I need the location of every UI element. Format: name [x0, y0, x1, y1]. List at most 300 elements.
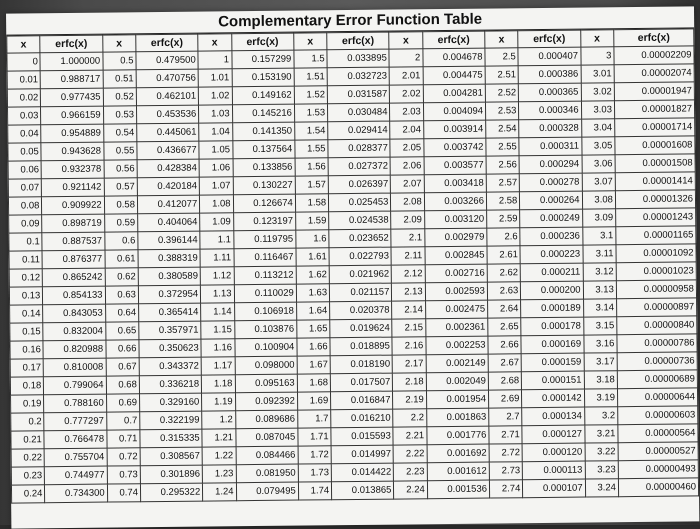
erfc-cell: 0.876377: [42, 250, 104, 269]
erfc-cell: 0.126674: [233, 194, 295, 213]
erfc-cell: 0.420184: [137, 177, 199, 196]
erfc-cell: 0.00000527: [618, 442, 698, 461]
x-cell: 1.21: [202, 429, 236, 447]
x-cell: 3.03: [581, 101, 615, 119]
x-cell: 0.72: [107, 448, 141, 466]
header-erfc: erfc(x): [518, 30, 580, 48]
x-cell: 1.04: [199, 123, 233, 141]
x-cell: 2.7: [489, 408, 523, 426]
erfc-cell: 0.149162: [232, 86, 294, 105]
x-cell: 0.21: [11, 431, 45, 449]
erfc-cell: 0.119795: [233, 230, 295, 249]
x-cell: 2.13: [392, 283, 426, 301]
x-cell: 0.54: [103, 124, 137, 142]
x-cell: 2.53: [485, 102, 519, 120]
erfc-cell: 0.343372: [139, 357, 201, 376]
x-cell: 3.04: [581, 119, 615, 137]
erfc-cell: 0.004678: [423, 48, 485, 67]
erfc-cell: 0.479500: [136, 51, 198, 70]
x-cell: 1.61: [296, 248, 330, 266]
erfc-cell: 0.027372: [328, 157, 390, 176]
x-cell: 2.12: [392, 265, 426, 283]
erfc-cell: 0.462101: [136, 87, 198, 106]
x-cell: 3.01: [581, 65, 615, 83]
erfc-cell: 0.000142: [522, 389, 584, 408]
x-cell: 2.02: [390, 85, 424, 103]
x-cell: 1.71: [298, 428, 332, 446]
erfc-cell: 0.396144: [138, 231, 200, 250]
x-cell: 1.11: [200, 249, 234, 267]
erfc-cell: 0.744977: [45, 466, 107, 485]
x-cell: 3.09: [582, 209, 616, 227]
header-erfc: erfc(x): [422, 31, 484, 49]
x-cell: 0.11: [9, 251, 43, 269]
erfc-cell: 0.00001608: [615, 136, 695, 155]
erfc-cell: 0.00000689: [617, 370, 697, 389]
erfc-cell: 0.002149: [426, 354, 488, 373]
x-cell: 2.6: [487, 228, 521, 246]
erfc-cell: 0.002049: [426, 372, 488, 391]
x-cell: 1.56: [295, 158, 329, 176]
erfc-cell: 0.030484: [328, 103, 390, 122]
x-cell: 2.23: [394, 463, 428, 481]
erfc-cell: 0.00002074: [614, 64, 694, 83]
erfc-cell: 0.018190: [330, 355, 392, 374]
x-cell: 1.63: [296, 284, 330, 302]
erfc-cell: 0.000249: [520, 209, 582, 228]
erfc-cell: 0.412077: [137, 195, 199, 214]
erfc-cell: 0.820988: [43, 340, 105, 359]
erfc-cell: 0.002361: [425, 318, 487, 337]
x-cell: 0.02: [7, 89, 41, 107]
x-cell: 2.71: [489, 426, 523, 444]
x-cell: 1.03: [199, 105, 233, 123]
erfc-cell: 0.315335: [140, 429, 202, 448]
x-cell: 1.1: [200, 231, 234, 249]
erfc-cell: 0.000236: [520, 227, 582, 246]
erfc-cell: 0.000178: [521, 317, 583, 336]
erfc-cell: 0.000151: [522, 371, 584, 390]
x-cell: 0.06: [8, 161, 42, 179]
erfc-cell: 0.001863: [426, 408, 488, 427]
x-cell: 1.57: [295, 176, 329, 194]
x-cell: 0.52: [103, 88, 137, 106]
erfc-cell: 0.089686: [235, 410, 297, 429]
x-cell: 1.23: [202, 465, 236, 483]
erfc-cell: 0.133856: [233, 158, 295, 177]
erfc-cell: 0.372954: [138, 285, 200, 304]
erfc-cell: 0.380589: [138, 267, 200, 286]
x-cell: 1.52: [294, 86, 328, 104]
erfc-cell: 0.357971: [139, 321, 201, 340]
erfc-cell: 0.295322: [140, 483, 202, 502]
erfc-cell: 0.453536: [136, 105, 198, 124]
erfc-cell: 0.079495: [236, 482, 298, 501]
erfc-cell: 0.020378: [330, 301, 392, 320]
x-cell: 1.14: [201, 303, 235, 321]
erfc-cell: 0.909922: [42, 196, 104, 215]
x-cell: 2: [389, 49, 423, 67]
x-cell: 0.57: [104, 178, 138, 196]
x-cell: 1.6: [296, 230, 330, 248]
x-cell: 2.59: [487, 210, 521, 228]
x-cell: 0.05: [8, 143, 42, 161]
x-cell: 1.59: [295, 212, 329, 230]
erfc-cell: 0.799064: [44, 376, 106, 395]
x-cell: 0.65: [105, 322, 139, 340]
x-cell: 1.64: [296, 302, 330, 320]
erfc-cell: 0.470756: [136, 69, 198, 88]
erfc-cell: 0.116467: [234, 248, 296, 267]
x-cell: 2.07: [391, 175, 425, 193]
x-cell: 3.2: [584, 407, 618, 425]
erfc-cell: 0.000294: [519, 155, 581, 174]
erfc-cell: 0.003418: [424, 174, 486, 193]
erfc-cell: 0.000407: [518, 47, 580, 66]
x-cell: 0.71: [106, 430, 140, 448]
erfc-cell: 0.019624: [330, 319, 392, 338]
erfc-cell: 0.00000564: [618, 424, 698, 443]
x-cell: 1.69: [297, 392, 331, 410]
x-cell: 2.74: [489, 480, 523, 498]
header-x: x: [198, 34, 232, 51]
erfc-cell: 0.887537: [42, 232, 104, 251]
erfc-cell: 0.000386: [518, 65, 580, 84]
erfc-cell: 0.028377: [328, 139, 390, 158]
erfc-cell: 0.015593: [331, 427, 393, 446]
x-cell: 0.53: [103, 106, 137, 124]
x-cell: 0.14: [10, 305, 44, 323]
erfc-cell: 0.000328: [519, 119, 581, 138]
x-cell: 0.67: [106, 358, 140, 376]
erfc-cell: 0.954889: [41, 124, 103, 143]
x-cell: 1.18: [202, 375, 236, 393]
erfc-cell: 0.734300: [45, 484, 107, 503]
erfc-cell: 0.00001827: [614, 100, 694, 119]
erfc-cell: 0.000159: [521, 353, 583, 372]
erfc-cell: 0.084466: [236, 446, 298, 465]
erfc-cell: 0.000134: [522, 407, 584, 426]
erfc-cell: 0.103876: [234, 320, 296, 339]
x-cell: 2.04: [390, 121, 424, 139]
erfc-cell: 0.00001508: [615, 154, 695, 173]
x-cell: 2.56: [486, 156, 520, 174]
erfc-cell: 0.002716: [425, 264, 487, 283]
x-cell: 2.54: [486, 120, 520, 138]
x-cell: 0.1: [9, 233, 43, 251]
erfc-cell: 0.095163: [235, 374, 297, 393]
x-cell: 2.22: [393, 445, 427, 463]
x-cell: 1.19: [202, 393, 236, 411]
erfc-cell: 0.00001714: [615, 118, 695, 137]
header-erfc: erfc(x): [40, 35, 102, 53]
erfc-cell: 0.445061: [137, 123, 199, 142]
x-cell: 2.01: [389, 67, 423, 85]
erfc-cell: 0.106918: [234, 302, 296, 321]
x-cell: 1.51: [294, 68, 328, 86]
x-cell: 2.5: [485, 48, 519, 66]
x-cell: 1.7: [297, 410, 331, 428]
header-x: x: [102, 35, 136, 52]
erfc-cell: 0.098000: [235, 356, 297, 375]
x-cell: 2.63: [487, 282, 521, 300]
erfc-cell: 0.130227: [233, 176, 295, 195]
erfc-cell: 0.013865: [332, 481, 394, 500]
erfc-cell: 0.854133: [43, 286, 105, 305]
x-cell: 1.55: [295, 140, 329, 158]
x-cell: 2.66: [488, 336, 522, 354]
x-cell: 1.2: [202, 411, 236, 429]
erfc-cell: 0.110029: [234, 284, 296, 303]
x-cell: 0.74: [107, 484, 141, 502]
x-cell: 3.12: [583, 263, 617, 281]
erfc-cell: 0.002475: [425, 300, 487, 319]
erfc-cell: 0.145216: [232, 104, 294, 123]
x-cell: 3.17: [584, 353, 618, 371]
erfc-cell: 0.00001326: [615, 190, 695, 209]
erfc-cell: 0.921142: [42, 178, 104, 197]
x-cell: 1.22: [202, 447, 236, 465]
header-erfc: erfc(x): [136, 34, 198, 52]
x-cell: 1.15: [201, 321, 235, 339]
x-cell: 1.13: [201, 285, 235, 303]
erfc-cell: 0.00000897: [616, 298, 696, 317]
erfc-cell: 0.022793: [329, 247, 391, 266]
erfc-cell: 0.788160: [44, 394, 106, 413]
header-erfc: erfc(x): [614, 29, 694, 47]
erfc-cell: 0.024538: [329, 211, 391, 230]
x-cell: 2.55: [486, 138, 520, 156]
erfc-cell: 0.137564: [232, 140, 294, 159]
x-cell: 2.11: [391, 247, 425, 265]
x-cell: 1.72: [298, 446, 332, 464]
erfc-cell: 0.092392: [235, 392, 297, 411]
erfc-cell: 0.016210: [331, 409, 393, 428]
x-cell: 3.07: [582, 173, 616, 191]
erfc-cell: 0.002253: [426, 336, 488, 355]
erfc-cell: 0.000346: [519, 101, 581, 120]
erfc-cell: 0.004475: [423, 66, 485, 85]
x-cell: 1.73: [298, 464, 332, 482]
x-cell: 1.66: [297, 338, 331, 356]
x-cell: 3.21: [584, 425, 618, 443]
erfc-cell: 0.123197: [233, 212, 295, 231]
x-cell: 3.24: [585, 479, 619, 497]
erfc-cell: 0.000311: [519, 137, 581, 156]
erfc-cell: 0.00001092: [616, 244, 696, 263]
x-cell: 1.09: [200, 213, 234, 231]
x-cell: 1.08: [200, 195, 234, 213]
erfc-cell: 0.100904: [234, 338, 296, 357]
table-title: Complementary Error Function Table: [6, 6, 694, 35]
x-cell: 0: [7, 53, 41, 71]
x-cell: 0.69: [106, 394, 140, 412]
erfc-cell: 0.00001414: [615, 172, 695, 191]
erfc-cell: 0.777297: [44, 412, 106, 431]
x-cell: 3.05: [581, 137, 615, 155]
x-cell: 0.16: [10, 341, 44, 359]
erfc-cell: 0.865242: [43, 268, 105, 287]
x-cell: 3.15: [583, 317, 617, 335]
header-x: x: [485, 31, 519, 48]
x-cell: 3.23: [585, 461, 619, 479]
erfc-cell: 0.000113: [523, 461, 585, 480]
erfc-cell: 0.322199: [140, 411, 202, 430]
erfc-cell: 0.00000736: [617, 352, 697, 371]
erfc-cell: 0.977435: [41, 88, 103, 107]
x-cell: 1.24: [203, 483, 237, 501]
x-cell: 3: [580, 47, 614, 65]
erfc-cell: 0.00000786: [617, 334, 697, 353]
x-cell: 2.14: [392, 301, 426, 319]
header-x: x: [389, 32, 423, 49]
erfc-cell: 0.000189: [521, 299, 583, 318]
erfc-cell: 0.141350: [232, 122, 294, 141]
header-erfc: erfc(x): [327, 32, 389, 50]
x-cell: 2.51: [485, 66, 519, 84]
x-cell: 1: [198, 51, 232, 69]
x-cell: 0.51: [103, 70, 137, 88]
erfc-cell: 0.000264: [520, 191, 582, 210]
erfc-cell: 0.016847: [331, 391, 393, 410]
erfc-cell: 0.000223: [520, 245, 582, 264]
x-cell: 2.08: [391, 193, 425, 211]
erfc-cell: 0.388319: [138, 249, 200, 268]
x-cell: 2.03: [390, 103, 424, 121]
x-cell: 2.72: [489, 444, 523, 462]
erfc-cell: 0.810008: [43, 358, 105, 377]
x-cell: 0.66: [106, 340, 140, 358]
x-cell: 1.5: [294, 50, 328, 68]
x-cell: 2.64: [488, 300, 522, 318]
erfc-cell: 0.428384: [137, 159, 199, 178]
x-cell: 2.65: [488, 318, 522, 336]
x-cell: 3.11: [583, 245, 617, 263]
x-cell: 1.54: [294, 122, 328, 140]
erfc-cell: 0.000169: [521, 335, 583, 354]
erfc-cell: 0.898719: [42, 214, 104, 233]
erfc-cell: 0.018895: [330, 337, 392, 356]
erfc-cell: 0.031587: [327, 85, 389, 104]
erfc-cell: 0.832004: [43, 322, 105, 341]
erfc-cell: 0.00000958: [616, 280, 696, 299]
erfc-cell: 0.003742: [424, 138, 486, 157]
x-cell: 0.23: [11, 467, 45, 485]
erfc-cell: 0.00001243: [616, 208, 696, 227]
erfc-cell: 0.113212: [234, 266, 296, 285]
erfc-cell: 0.001776: [427, 426, 489, 445]
x-cell: 2.67: [488, 354, 522, 372]
x-cell: 0.58: [104, 196, 138, 214]
erfc-cell: 0.336218: [139, 375, 201, 394]
erfc-cell: 0.025453: [329, 193, 391, 212]
x-cell: 0.63: [105, 286, 139, 304]
erfc-cell: 0.00001023: [616, 262, 696, 281]
erfc-cell: 0.00000460: [618, 478, 698, 497]
erfc-cell: 0.932378: [41, 160, 103, 179]
erfc-cell: 0.032723: [327, 67, 389, 86]
x-cell: 0.18: [10, 377, 44, 395]
x-cell: 2.09: [391, 211, 425, 229]
erfc-cell: 0.301896: [140, 465, 202, 484]
x-cell: 0.24: [11, 485, 45, 503]
x-cell: 2.17: [392, 355, 426, 373]
erfc-cell: 0.026397: [328, 175, 390, 194]
header-x: x: [294, 33, 328, 50]
x-cell: 0.68: [106, 376, 140, 394]
x-cell: 0.19: [11, 395, 45, 413]
x-cell: 2.05: [390, 139, 424, 157]
x-cell: 2.18: [393, 373, 427, 391]
erfc-cell: 0.001612: [427, 462, 489, 481]
erfc-cell: 0.001954: [426, 390, 488, 409]
x-cell: 2.52: [485, 84, 519, 102]
x-cell: 1.53: [294, 104, 328, 122]
erfc-cell: 0.436677: [137, 141, 199, 160]
x-cell: 0.55: [103, 142, 137, 160]
x-cell: 0.59: [104, 214, 138, 232]
x-cell: 3.16: [583, 335, 617, 353]
erfc-cell: 0.153190: [232, 68, 294, 87]
x-cell: 0.56: [104, 160, 138, 178]
erfc-cell: 0.001692: [427, 444, 489, 463]
x-cell: 1.16: [201, 339, 235, 357]
table-body: [7, 46, 699, 503]
x-cell: 1.58: [295, 194, 329, 212]
x-cell: 2.21: [393, 427, 427, 445]
erfc-cell: 0.003577: [424, 156, 486, 175]
x-cell: 0.09: [9, 215, 43, 233]
x-cell: 1.01: [198, 69, 232, 87]
x-cell: 3.1: [582, 227, 616, 245]
erfc-cell: 0.002979: [425, 228, 487, 247]
x-cell: 2.16: [392, 337, 426, 355]
erfc-cell: 0.014997: [331, 445, 393, 464]
x-cell: 2.57: [486, 174, 520, 192]
erfc-cell: 0.004094: [423, 102, 485, 121]
erfc-cell: 0.000211: [520, 263, 582, 282]
x-cell: 0.17: [10, 359, 44, 377]
x-cell: 2.2: [393, 409, 427, 427]
erfc-cell: 0.003120: [424, 210, 486, 229]
x-cell: 2.61: [487, 246, 521, 264]
x-cell: 0.6: [104, 232, 138, 250]
x-cell: 1.05: [199, 141, 233, 159]
erfc-cell: 0.157299: [231, 50, 293, 69]
erfc-cell: 0.00000603: [618, 406, 698, 425]
x-cell: 3.08: [582, 191, 616, 209]
x-cell: 2.15: [392, 319, 426, 337]
x-cell: 1.68: [297, 374, 331, 392]
erfc-cell: 0.329160: [139, 393, 201, 412]
x-cell: 2.1: [391, 229, 425, 247]
x-cell: 0.2: [11, 413, 45, 431]
erfc-cell: 0.001536: [427, 480, 489, 499]
x-cell: 0.13: [9, 287, 43, 305]
x-cell: 0.5: [103, 52, 137, 70]
erfc-cell: 0.004281: [423, 84, 485, 103]
erfc-cell: 0.017507: [330, 373, 392, 392]
erfc-cell: 0.000127: [522, 425, 584, 444]
erfc-cell: 0.014422: [331, 463, 393, 482]
x-cell: 0.07: [8, 179, 42, 197]
x-cell: 2.58: [486, 192, 520, 210]
erfc-cell: 0.029414: [328, 121, 390, 140]
x-cell: 2.73: [489, 462, 523, 480]
x-cell: 3.22: [585, 443, 619, 461]
x-cell: 2.06: [390, 157, 424, 175]
erfc-cell: 0.000278: [520, 173, 582, 192]
